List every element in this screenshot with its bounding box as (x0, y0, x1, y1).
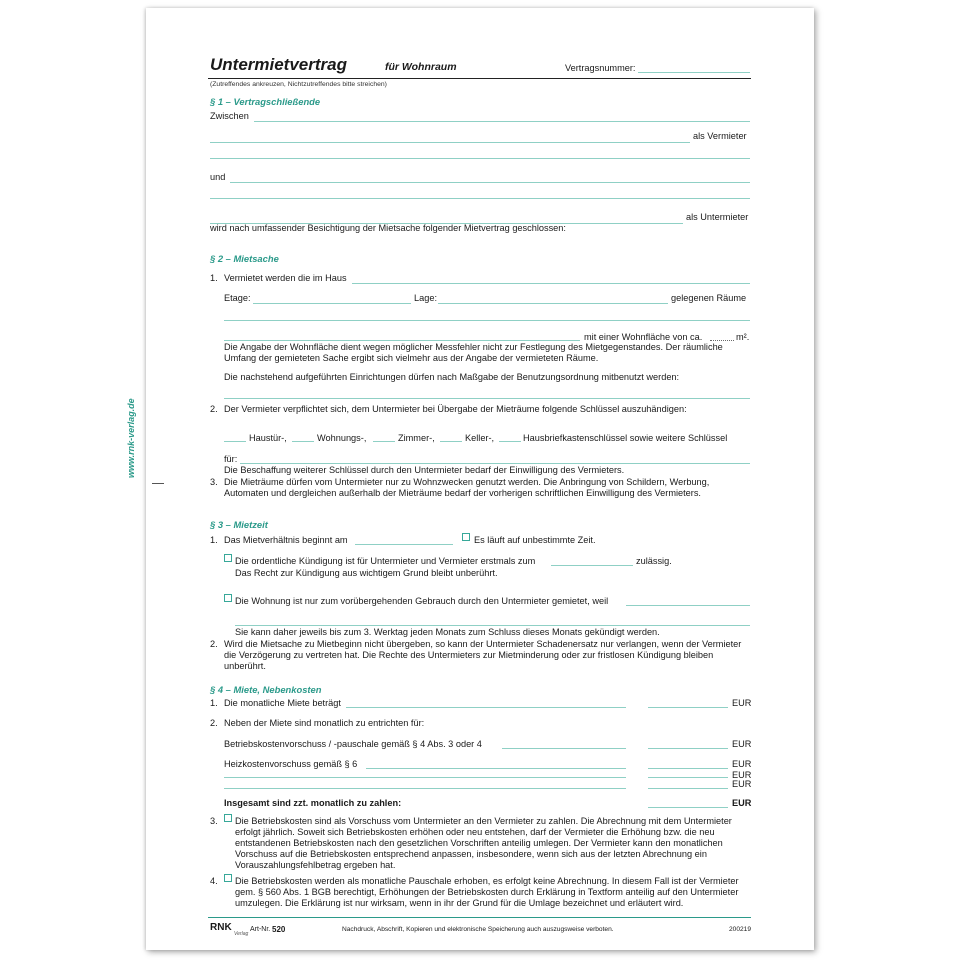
s4-p3-number: 3. (210, 816, 218, 826)
party1-line2[interactable] (210, 142, 690, 143)
extra-cost-1-field[interactable] (648, 777, 728, 778)
total-label: Insgesamt sind zzt. monatlich zu zahlen: (224, 798, 402, 808)
side-dash (152, 483, 164, 484)
area-field[interactable] (710, 340, 734, 341)
s2-p1-text: Vermietet werden die im Haus (224, 273, 347, 283)
party1-line1[interactable] (254, 121, 750, 122)
contract-number-label: Vertragsnummer: (565, 63, 636, 73)
total-currency: EUR (732, 798, 752, 808)
header-rule (208, 78, 751, 79)
keys-for-label: für: (224, 454, 238, 464)
rooms-field-2[interactable] (224, 340, 580, 341)
party2-line2[interactable] (210, 198, 750, 199)
form-hint: (Zutreffendes ankreuzen, Nichtzutreffendes bitte streichen) (210, 81, 387, 88)
between-label: Zwischen (210, 111, 249, 121)
s4-p3-text: Die Betriebskosten sind als Vorschuss vom Untermieter an den Vermieter zu zahlen. Die Abrechnung mit dem Untermieter erfolgt jährlich. Soweit sich Betriebskosten erhöhen oder neu entstehen, darf der Vermieter die Erhöhung bzw. die neu entstandenen Betriebskosten nach den gesetzlichen Vorschriften anteilig umlegen. Der Vermieter kann den monatlichen Vorschuss auf die Betriebskosten entsprechend anpassen, insbesondere, wenn sich aus der letzten Abrechnung ein Vorauszahlungsfehlbetrag ergeben hat. (235, 816, 732, 870)
s4-p4-number: 4. (210, 876, 218, 886)
house-field[interactable] (352, 283, 750, 284)
key-count-zimmer[interactable] (373, 441, 395, 442)
subtenant-label: als Untermieter (686, 212, 749, 222)
notice-option-text: Die ordentliche Kündigung ist für Untermieter und Vermieter erstmals zum (235, 556, 536, 566)
indefinite-text: Es läuft auf unbestimmte Zeit. (474, 535, 596, 545)
art-number-label: Art-Nr. (250, 926, 271, 933)
rnk-logo-sub: Verlag (234, 931, 249, 937)
s2-p3-number: 3. (210, 477, 218, 487)
key-wohnung: Wohnungs-, (317, 433, 367, 443)
art-number: 520 (272, 925, 286, 934)
temporary-reason-field-2[interactable] (235, 625, 750, 626)
party2-line1[interactable] (230, 182, 750, 183)
area-note: Die Angabe der Wohnfläche dient wegen möglicher Messfehler nicht zur Festlegung des Mietgegenstandes. Der räumliche Umfang der gemieteten Sache ergibt sich vielmehr aus der Angabe der vermieteten Räume. (224, 342, 723, 363)
facilities-text: Die nachstehend aufgeführten Einrichtungen dürfen nach Maßgabe der Benutzungsordnung mitbenutzt werden: (224, 372, 680, 382)
lage-label: Lage: (414, 293, 437, 303)
section-1-heading: § 1 – Vertragschließende (210, 96, 321, 107)
s4-p4-text: Die Betriebskosten werden als monatliche Pauschale erhoben, es erfolgt keine Abrechnung. In diesem Fall ist der Vermieter gem. § 560 Abs. 1 BGB berechtigt, Erhöhungen der Betriebskosten durch Erklärung in Textform anteilig auf den Untermieter umzulegen. Die Erklärung ist nur wirksam, wenn in ihr der Grund für die Umlage bezeichnet und erläutert wird. (235, 876, 739, 908)
extra-cost-1-currency: EUR (732, 770, 752, 780)
s4-p2-text: Neben der Miete sind monatlich zu entrichten für: (224, 718, 425, 728)
s3-p1-text: Das Mietverhältnis beginnt am (224, 535, 348, 545)
section-2-heading: § 2 – Mietsache (210, 253, 279, 264)
rent-line (346, 707, 626, 708)
notice-option-checkbox[interactable] (224, 554, 232, 562)
heating-costs-line (366, 768, 626, 769)
copyright-notice: Nachdruck, Abschrift, Kopieren und elektronische Speicherung auch auszugsweise verboten. (342, 926, 614, 933)
form-subtitle: für Wohnraum (385, 61, 457, 73)
key-count-keller[interactable] (440, 441, 462, 442)
s2-p2-text: Der Vermieter verpflichtet sich, dem Untermieter bei Übergabe der Mieträume folgende Schlüssel auszuhändigen: (224, 404, 687, 414)
concluded-text: wird nach umfassender Besichtigung der Mietsache folgender Mietvertrag geschlossen: (210, 223, 566, 233)
section-3-heading: § 3 – Mietzeit (210, 519, 268, 530)
key-zimmer: Zimmer-, (398, 433, 435, 443)
etage-field[interactable] (253, 303, 411, 304)
s2-p3-text: Die Mieträume dürfen vom Untermieter nur zu Wohnzwecken genutzt werden. Die Anbringung von Schildern, Werbung, Automaten und dergleichen außerhalb der Mieträume bedarf der vorherigen schriftlichen Einwilligung des Vermieters. (224, 477, 710, 498)
area-label: mit einer Wohnfläche von ca. (584, 332, 703, 342)
notice-date-field[interactable] (551, 565, 633, 566)
advance-payment-checkbox[interactable] (224, 814, 232, 822)
s3-p2-number: 2. (210, 639, 218, 649)
form-code: 200219 (729, 926, 752, 933)
heating-costs-field[interactable] (648, 768, 728, 769)
key-briefkasten: Hausbriefkastenschlüssel sowie weitere Schlüssel (523, 433, 728, 443)
key-haustuer: Haustür-, (249, 433, 287, 443)
total-field[interactable] (648, 807, 728, 808)
heating-costs-label: Heizkostenvorschuss gemäß § 6 (224, 759, 358, 769)
rent-amount-field[interactable] (648, 707, 728, 708)
temporary-use-note: Sie kann daher jeweils bis zum 3. Werktag jeden Monats zum Schluss dieses Monats gekündigt werden. (235, 627, 660, 637)
extra-cost-2-field[interactable] (648, 788, 728, 789)
temporary-reason-field[interactable] (626, 605, 750, 606)
operating-costs-line (502, 748, 626, 749)
rooms-field[interactable] (224, 320, 750, 321)
facilities-field[interactable] (224, 398, 750, 399)
indefinite-checkbox[interactable] (462, 533, 470, 541)
operating-costs-field[interactable] (648, 748, 728, 749)
extra-cost-2-currency: EUR (732, 779, 752, 789)
key-count-wohnung[interactable] (292, 441, 314, 442)
s2-p2-number: 2. (210, 404, 218, 414)
temporary-use-text: Die Wohnung ist nur zum vorübergehenden Gebrauch durch den Untermieter gemietet, weil (235, 596, 609, 606)
lage-field[interactable] (438, 303, 668, 304)
s4-p1-number: 1. (210, 698, 218, 708)
key-keller: Keller-, (465, 433, 495, 443)
rnk-logo: RNK (210, 922, 232, 933)
form-title: Untermietvertrag (210, 55, 347, 74)
keys-for-field[interactable] (240, 463, 750, 464)
side-url: www.rnk-verlag.de (126, 398, 136, 478)
contract-form-page (126, 8, 814, 950)
landlord-label: als Vermieter (693, 131, 747, 141)
rent-currency: EUR (732, 698, 752, 708)
footer-rule (208, 917, 751, 918)
s2-p1-number: 1. (210, 273, 218, 283)
temporary-use-checkbox[interactable] (224, 594, 232, 602)
s4-p1-text: Die monatliche Miete beträgt (224, 698, 341, 708)
operating-costs-label: Betriebskostenvorschuss / -pauschale gemäß § 4 Abs. 3 oder 4 (224, 739, 482, 749)
contract-number-field[interactable] (638, 72, 750, 73)
notice-option-allowed: zulässig. (636, 556, 672, 566)
key-count-briefkasten[interactable] (499, 441, 521, 442)
key-count-haustuer[interactable] (224, 441, 246, 442)
start-date-field[interactable] (355, 544, 453, 545)
rooms-label: gelegenen Räume (671, 293, 747, 303)
flat-rate-checkbox[interactable] (224, 874, 232, 882)
notice-option-note: Das Recht zur Kündigung aus wichtigem Grund bleibt unberührt. (235, 568, 498, 578)
extra-cost-1-label-field[interactable] (224, 777, 626, 778)
party1-line3[interactable] (210, 158, 750, 159)
s4-p2-number: 2. (210, 718, 218, 728)
section-4-heading: § 4 – Miete, Nebenkosten (210, 684, 322, 695)
s3-p1-number: 1. (210, 535, 218, 545)
extra-cost-2-label-field[interactable] (224, 788, 626, 789)
etage-label: Etage: (224, 293, 251, 303)
keys-note: Die Beschaffung weiterer Schlüssel durch den Untermieter bedarf der Einwilligung des Vermieters. (224, 465, 625, 475)
heating-costs-currency: EUR (732, 759, 752, 769)
s3-p2-text: Wird die Mietsache zu Mietbeginn nicht übergeben, so kann der Untermieter Schadenersatz nur verlangen, wenn der Vermieter die Verzögerung zu vertreten hat. Die Rechte des Untermieters zur Mietminderung oder zur fristlosen Kündigung bleiben unberührt. (224, 639, 742, 671)
operating-costs-currency: EUR (732, 739, 752, 749)
and-label: und (210, 172, 226, 182)
area-unit: m². (736, 332, 750, 342)
